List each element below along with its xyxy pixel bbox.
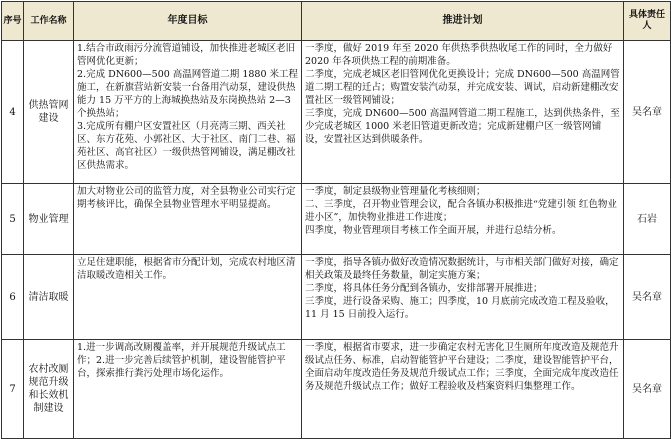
row-work-name: 物业管理 [24, 184, 74, 255]
row-work-name: 清洁取暖 [24, 255, 74, 340]
goal-line: 1.进一步调高改厕覆盖率，并开展规范升级试点工作；2.进一步完善后续管护机制，建设智能管护平台，探索推行粪污处理市场化运作。 [77, 342, 286, 379]
plan-line: 一季度，指导各镇办做好改造情况数据统计，与市相关部门做好对接，确定相关政策及最终任务数量，制定实施方案； [305, 257, 619, 281]
row-goal [74, 255, 302, 340]
goal-line: 2.完成 DN600—500 高温网管道二期 1880 米工程施工，在新旗营站新安装一台备用汽动泵，建设供热能力 15 万平方的上海城换热站及东岗换热站 2—3 个换热站； [77, 69, 299, 119]
plan-line: 二、三季度，召开物业管理会议，配合各镇办积极推进“党建引领 红色物业进小区”，加快物业推进工作进度； [305, 199, 617, 223]
row-person: 吴名章 [624, 255, 671, 340]
row-plan [302, 184, 624, 255]
header-name: 工作名称 [24, 2, 74, 41]
row-plan [302, 255, 624, 340]
plan-line: 一季度，制定县级物业管理量化考核细则； [305, 186, 486, 197]
row-goal [74, 184, 302, 255]
plan-line: 一季度，根据省市要求，进一步确定农村无害化卫生厕所年度改造及规范升级试点任务、标准，启动智能管护平台建设；二季度，建设智能管护平台，全面启动年度改造任务及规范升级试点工作；三季度，全面完成年度改造任务及规范升级试点工作；做好工程验收及档案资料归集整理工作。 [305, 342, 619, 392]
row-person: 吴名章 [624, 41, 671, 184]
row-plan [302, 41, 624, 184]
row-index: 6 [2, 255, 24, 340]
work-plan-table-container [0, 1, 671, 434]
plan-line: 三季度，进行设备采购、施工；四季度，10 月底前完成改造工程及验收，11 月 15 日前投入运行。 [305, 296, 615, 320]
row-goal [74, 41, 302, 184]
row-person: 石岩 [624, 184, 671, 255]
goal-line: 1.结合市政雨污分流管道铺设，加快推进老城区老旧管网优化更新； [77, 43, 296, 67]
goal-line: 加大对物业公司的监管力度，对全县物业公司实行定期考核评比，确保全县物业管理水平明显提高。 [77, 186, 296, 210]
header-row [2, 2, 671, 41]
plan-line: 三季度，完成 DN600—500 高温网管道二期工程施工，达到供热条件，至少完成老城区 1000 米老旧管道更新改造；完成新建棚户区一级管网铺设，安置社区达到供暖条件。 [305, 108, 620, 145]
row-work-name: 农村改厕规范升级和长效机制建设 [24, 340, 74, 439]
plan-line: 四季度，物业管理项目考核工作全面开展，并进行总结分析。 [305, 225, 562, 236]
row-index: 4 [2, 41, 24, 184]
row-plan [302, 340, 624, 439]
table-row [2, 41, 671, 184]
plan-line: 二季度，完成老城区老旧管网优化更换设计；完成 DN600—500 高温网管道二期工程的迁占；购置安装汽动泵，并完成安装、调试，启动新建棚改安置社区一级管网铺设； [305, 69, 620, 106]
table-row [2, 255, 671, 340]
table-row [2, 340, 671, 439]
goal-line: 3.完成所有棚户区安置社区（月亮湾三期、西关社区、东方花苑、小郭社区、大于社区、南门二巷、福苑社区、高官社区）一级供热管网铺设，满足棚改社区供热需求。 [77, 121, 296, 171]
plan-line: 二季度，将具体任务分配到各镇办，安排部署开展推进； [305, 283, 543, 294]
header-goal: 年度目标 [74, 2, 302, 41]
row-index: 5 [2, 184, 24, 255]
header-person: 具体责任人 [624, 2, 671, 41]
goal-line: 立足住建职能，根据省市分配计划，完成农村地区清洁取暖改造相关工作。 [77, 257, 296, 281]
header-index: 序号 [2, 2, 24, 41]
work-plan-table [1, 1, 671, 439]
row-person: 吴名章 [624, 340, 671, 439]
header-plan: 推进计划 [302, 2, 624, 41]
plan-line: 一季度，做好 2019 年至 2020 年供热季供热收尾工作的同时，全力做好 2020 年各项供热工程的前期准备。 [305, 43, 613, 67]
row-goal [74, 340, 302, 439]
row-index: 7 [2, 340, 24, 439]
row-work-name: 供热管网建设 [24, 41, 74, 184]
table-row [2, 184, 671, 255]
